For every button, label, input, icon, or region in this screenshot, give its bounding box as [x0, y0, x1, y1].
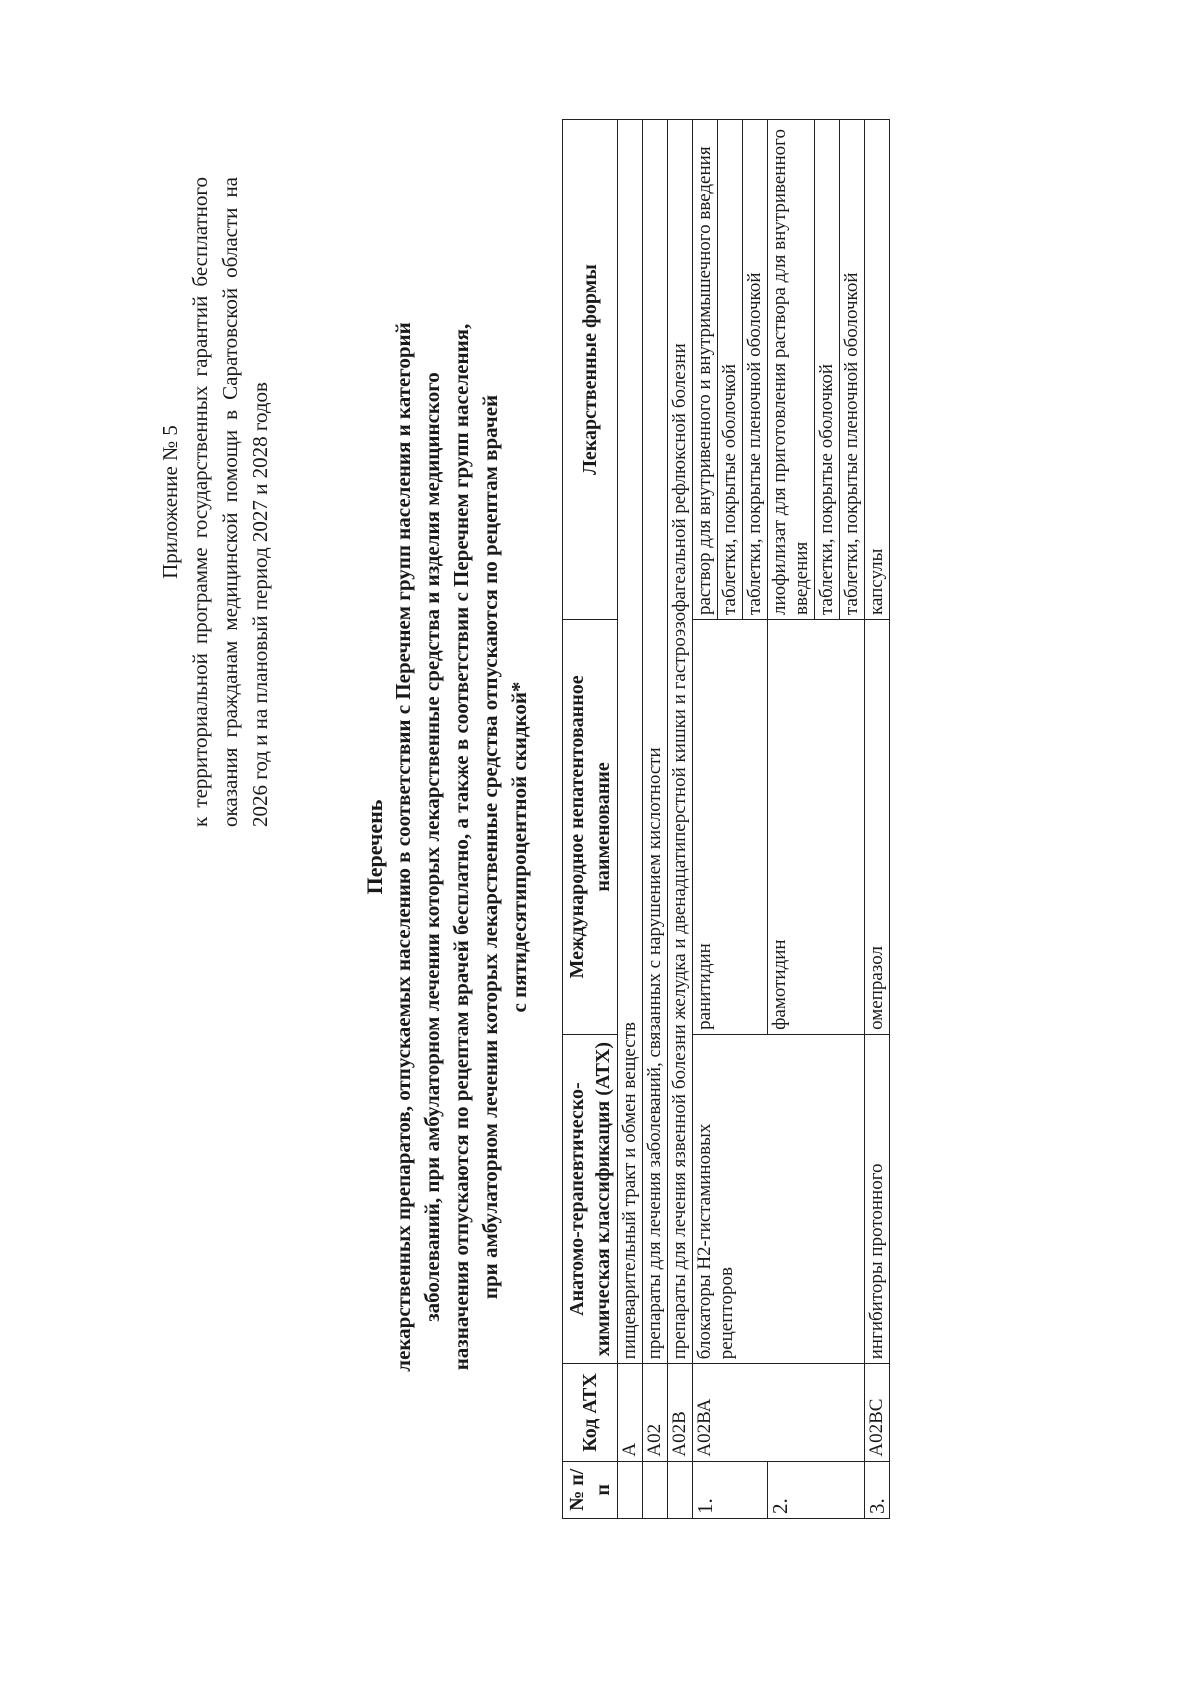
cell-group: препараты для лечения язвенной болезни желудка и двенадцатиперстной кишки и гастроэзофагеальной рефлюксной болезни — [668, 120, 693, 1364]
cell-no — [643, 1461, 668, 1518]
header-no: № п/п — [563, 1461, 618, 1518]
header-code: Код АТХ — [563, 1364, 618, 1461]
title-word: Перечень — [362, 799, 387, 895]
cell-no — [618, 1461, 643, 1518]
cell-form: таблетки, покрытые оболочкой — [718, 120, 743, 620]
cell-no: 2. — [768, 1461, 865, 1518]
cell-no — [668, 1461, 693, 1518]
table-row — [668, 120, 693, 1519]
cell-inn: ранитидин — [693, 620, 768, 1035]
cell-code: А — [618, 1364, 643, 1461]
cell-group: препараты для лечения заболеваний, связанных с нарушением кислотности — [643, 120, 668, 1364]
title-line-1: лекарственных препаратов, отпускаемых населению в соответствии с Перечнем групп населения и категорий — [391, 322, 415, 1372]
cell-inn: омепразол — [865, 620, 890, 1035]
appendix-number: Приложение № 5 — [158, 425, 182, 579]
cell-form: лиофилизат для приготовления раствора для внутривенного введения — [768, 120, 815, 620]
cell-no: 3. — [865, 1461, 890, 1518]
title-line-5: с пятидесятипроцентной скидкой* — [507, 681, 531, 1013]
cell-form: капсулы — [865, 120, 890, 620]
title-line-2: заболеваний, при амбулаторном лечении которых лекарственные средства и изделия медицинского — [420, 372, 444, 1322]
document-title — [360, 297, 534, 1397]
header-forms: Лекарственные формы — [563, 120, 618, 620]
table-row — [643, 120, 668, 1519]
cell-code: А02В — [668, 1364, 693, 1461]
cell-code: А02ВС — [865, 1364, 890, 1461]
cell-group: пищеварительный тракт и обмен веществ — [618, 120, 643, 1364]
cell-atc: блокаторы Н2-гистаминовых рецепторов — [693, 1034, 865, 1363]
cell-form: таблетки, покрытые оболочкой — [815, 120, 840, 620]
table-row — [865, 120, 890, 1519]
cell-code: А02 — [643, 1364, 668, 1461]
cell-inn: фамотидин — [768, 620, 865, 1035]
table-row — [693, 120, 718, 1519]
cell-form: таблетки, покрытые пленочной оболочкой — [840, 120, 865, 620]
table-header-row — [563, 120, 618, 1519]
title-line-3: назначения отпускаются по рецептам врачей бесплатно, а также в соответствии с Перечнем групп населения, — [449, 323, 473, 1371]
cell-atc: ингибиторы протонного — [865, 1034, 890, 1363]
cell-code: А02ВА — [693, 1364, 865, 1461]
appendix-text: к территориальной программе государственных гарантий бесплатного оказания гражданам медицинской помощи в Саратовской области на 2026 год и на плановый период 2027 и 2028 годов — [188, 177, 272, 827]
cell-form: таблетки, покрытые пленочной оболочкой — [743, 120, 768, 620]
cell-no: 1. — [693, 1461, 768, 1518]
appendix-block — [155, 177, 275, 827]
drug-table — [562, 119, 890, 1519]
title-line-4: при амбулаторном лечении которых лекарственные средства отпускаются по рецептам врачей — [478, 394, 502, 1300]
cell-form: раствор для внутривенного и внутримышечного введения — [693, 120, 718, 620]
header-atc: Анатомо-терапевтическо-химическая классификация (АТХ) — [563, 1034, 618, 1363]
table-row — [618, 120, 643, 1519]
header-inn: Международное непатентованное наименование — [563, 620, 618, 1035]
